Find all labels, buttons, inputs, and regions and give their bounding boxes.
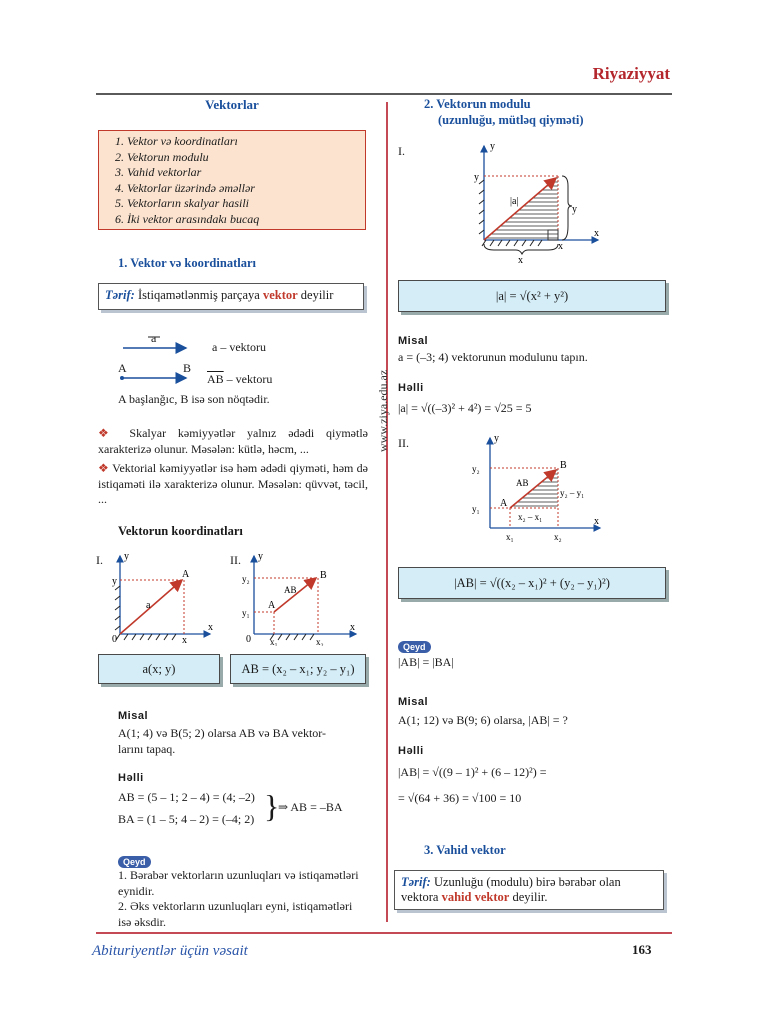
note-2: 2. Əks vektorların uzunluqları eyni, istiqamətləri isə əksdir. [118,899,353,929]
svg-text:x₂ – x₁: x₂ – x₁ [518,512,543,522]
right-note-badge [398,637,431,655]
point-a-label: A [118,361,127,375]
definition-text-end: deyilir [297,288,334,302]
svg-text:x₂: x₂ [554,532,562,542]
definition-text: İstiqamətlənmiş parçaya [134,288,263,302]
solution1-text: |a| = √((–3)² + 4²) = √25 = 5 [398,401,532,415]
solution-line-2: BA = (1 – 5; 4 – 2) = (–4; 2) [118,812,255,826]
toc-item: 5. Vektorların skalyar hasili [115,196,249,210]
solution-result: ⇒ AB = –BA [278,800,343,814]
table-of-contents [98,130,366,230]
svg-text:A: A [268,600,276,611]
footer-rule [96,932,672,934]
svg-text:a: a [146,600,151,611]
page-number: 163 [632,942,652,957]
svg-text:x: x [182,635,187,646]
section2-subtitle: (uzunluğu, mütləq qiyməti) [438,113,584,127]
definition-highlight: vektor [262,288,298,302]
brace: } [264,788,280,824]
note-formula: |AB| = |BA| [398,655,454,669]
example-text-cont: larını tapaq. [118,742,176,756]
watermark: www.ziya.edu.az [376,369,390,452]
toc-item: 3. Vahid vektorlar [115,165,202,179]
svg-text:y: y [474,172,479,183]
svg-text:|a|: |a| [510,196,519,207]
svg-text:0: 0 [246,634,251,645]
solution2-line-1: |AB| = √((9 – 1)² + (6 – 12)²) = [398,765,547,779]
fig2-label: II. [230,553,241,567]
svg-text:x₂: x₂ [316,637,324,646]
example-text: A(1; 4) və B(5; 2) olarsa AB və BA vektor- [118,726,327,740]
point-b-label: B [183,361,192,375]
vector-coords-figure-1 [106,550,216,646]
svg-text:x: x [558,241,563,252]
note-label: Qeyd [118,856,151,868]
vector-ab-caption-rest: – vektoru [223,372,273,386]
vector-a-diagram [118,330,198,354]
column-divider [386,102,388,922]
svg-text:y: y [494,433,499,444]
svg-text:B: B [560,460,567,471]
bullet-scalar [98,426,368,457]
svg-text:x₁: x₁ [506,532,514,542]
svg-text:0: 0 [112,634,117,645]
toc-item: 4. Vektorlar üzərində əməllər [115,180,255,195]
solution1-label: Həlli [398,382,424,394]
vector-coords-figure-2 [240,550,362,646]
svg-text:AB: AB [284,585,297,595]
svg-text:y: y [112,576,117,587]
definition3-highlight: vahid vektor [441,890,510,904]
svg-text:x: x [208,622,213,633]
svg-text:x: x [594,516,599,527]
svg-text:y₂ – y₁: y₂ – y₁ [560,488,585,498]
section1-title: 1. Vektor və koordinatları [118,256,256,270]
vector-ab-modulus-figure [466,432,606,552]
example1-label: Misal [398,335,429,347]
vector-modulus-figure [468,140,608,264]
svg-text:B: B [320,570,327,581]
svg-text:x: x [594,228,599,239]
right-note-label: Qeyd [398,641,431,653]
example2-label: Misal [398,696,429,708]
definition-vector [98,283,364,310]
svg-text:y₁: y₁ [472,504,480,514]
bullet-icon: ❖ [98,461,113,475]
toc-item: 1. Vektor və koordinatları [115,134,238,148]
right-fig1-label: I. [398,144,405,158]
bullet-vector-text: Vektorial kəmiyyətlər isə həm ədədi qiyməti, həm də istiqaməti ilə xarakterizə olunur. Məsələn: qüvvət, təcil, ... [98,461,368,506]
header-rule [96,93,672,95]
coords-title: Vektorun koordinatları [118,524,243,538]
definition-unit-vector [394,870,664,910]
start-end-text: A başlanğıc, B isə son nöqtədir. [118,392,270,406]
solution-label: Həlli [118,772,144,784]
svg-text:y₂: y₂ [242,574,250,584]
footer-title: Abituriyentlər üçün vəsait [92,943,248,959]
definition3-text: Uzunluğu (modulu) birə bərabər olan vektora [401,875,621,904]
svg-text:x: x [350,622,355,633]
example-label: Misal [118,710,149,722]
fig1-label: I. [96,553,103,567]
vector-a-label: a [151,331,157,345]
svg-text:y₁: y₁ [242,608,250,618]
formula-vector-coords: a(x; y) [98,654,220,684]
vector-ab-symbol: $\overline{AB}$ [207,372,224,386]
definition3-text-end: deyilir. [509,890,548,904]
vector-ab-caption [207,372,272,388]
definition-label: Tərif: [105,288,135,302]
bullet-vector [98,461,368,508]
right-fig2-label: II. [398,436,409,450]
section2-title: 2. Vektorun modulu [424,97,531,111]
vector-a-caption: a – vektoru [212,340,266,354]
page-title: Vektorlar [205,97,259,112]
bullet-icon: ❖ [98,426,130,440]
subject-header: Riyaziyyat [592,64,670,83]
toc-item: 6. İki vektor arasındakı bucaq [115,211,260,226]
solution-line-1: AB = (5 – 1; 2 – 4) = (4; –2) [118,790,255,804]
svg-text:A: A [500,498,508,509]
example1-text: a = (–3; 4) vektorunun modulunu tapın. [398,350,588,364]
svg-text:x₁: x₁ [270,637,278,646]
bullet-scalar-text: Skalyar kəmiyyətlər yalnız ədədi qiymətlə xarakterizə olunur. Məsələn: kütlə, həcm, ... [98,426,368,456]
solution2-line-2: = √(64 + 36) = √100 = 10 [398,791,522,805]
svg-text:y: y [258,551,263,562]
formula-ab-modulus: |AB| = √((x₂ – x₁)² + (y₂ – y₁)²) [398,567,666,599]
svg-text:y: y [124,551,129,562]
note-1: 1. Bərabər vektorların uzunluqları və istiqamətləri eynidir. [118,868,359,898]
svg-text:y: y [572,204,577,215]
svg-text:x: x [518,255,523,264]
svg-text:y: y [490,141,495,152]
formula-modulus: |a| = √(x² + y²) [398,280,666,312]
toc-item: 2. Vektorun modulu [115,149,209,164]
svg-text:y₂: y₂ [472,464,480,474]
svg-text:A: A [182,569,190,580]
svg-text:AB: AB [516,478,529,488]
definition3-label: Tərif: [401,875,431,889]
formula-ab-coords: AB = (x₂ – x₁; y₂ – y₁) [230,654,366,684]
solution2-label: Həlli [398,745,424,757]
example2-text: A(1; 12) və B(9; 6) olarsa, |AB| = ? [398,713,568,727]
section3-title: 3. Vahid vektor [424,843,506,857]
